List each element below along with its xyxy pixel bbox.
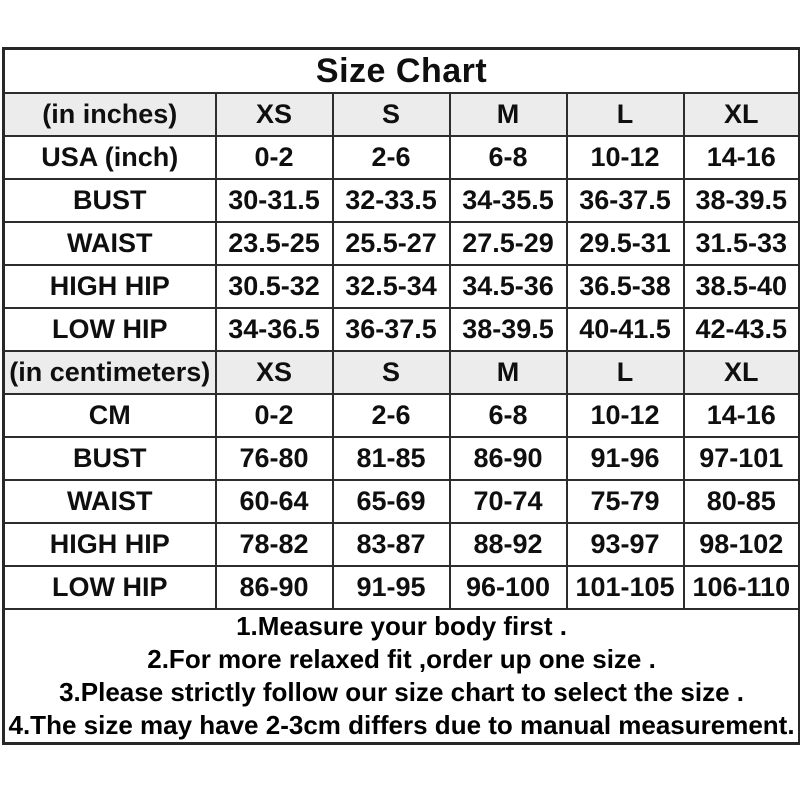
- size-value-cell: 29.5-31: [567, 222, 684, 265]
- size-value-cell: 23.5-25: [216, 222, 333, 265]
- size-value-cell: 98-102: [684, 523, 800, 566]
- size-value-cell: 65-69: [333, 480, 450, 523]
- size-value-cell: 78-82: [216, 523, 333, 566]
- size-value-cell: 97-101: [684, 437, 800, 480]
- unit-header-label: (in centimeters): [4, 351, 216, 394]
- size-column-header: L: [567, 351, 684, 394]
- size-column-header: S: [333, 351, 450, 394]
- size-value-cell: 0-2: [216, 394, 333, 437]
- size-value-cell: 10-12: [567, 136, 684, 179]
- row-label: BUST: [4, 179, 216, 222]
- table-row: [4, 179, 800, 222]
- size-value-cell: 38-39.5: [450, 308, 567, 351]
- section-header-row-1: [4, 351, 800, 394]
- note-line: 2.For more relaxed fit ,order up one size .: [147, 644, 656, 674]
- size-column-header: XS: [216, 93, 333, 136]
- size-value-cell: 93-97: [567, 523, 684, 566]
- size-value-cell: 32-33.5: [333, 179, 450, 222]
- size-value-cell: 86-90: [216, 566, 333, 609]
- title-row: [4, 49, 800, 94]
- note-line: 3.Please strictly follow our size chart to select the size .: [59, 677, 744, 707]
- notes-row: [4, 609, 800, 744]
- size-value-cell: 30-31.5: [216, 179, 333, 222]
- row-label: LOW HIP: [4, 566, 216, 609]
- size-column-header: S: [333, 93, 450, 136]
- table-row: [4, 566, 800, 609]
- size-value-cell: 34.5-36: [450, 265, 567, 308]
- table-row: [4, 308, 800, 351]
- note-line: 1.Measure your body first .: [236, 611, 567, 641]
- size-column-header: XL: [684, 351, 800, 394]
- size-column-header: XS: [216, 351, 333, 394]
- row-label: WAIST: [4, 222, 216, 265]
- size-column-header: L: [567, 93, 684, 136]
- size-value-cell: 31.5-33: [684, 222, 800, 265]
- size-value-cell: 86-90: [450, 437, 567, 480]
- table-row: [4, 523, 800, 566]
- size-value-cell: 0-2: [216, 136, 333, 179]
- size-value-cell: 14-16: [684, 136, 800, 179]
- section-header-row-0: [4, 93, 800, 136]
- size-value-cell: 42-43.5: [684, 308, 800, 351]
- unit-header-label: (in inches): [4, 93, 216, 136]
- size-chart-table: [2, 47, 800, 745]
- size-value-cell: 6-8: [450, 136, 567, 179]
- size-value-cell: 6-8: [450, 394, 567, 437]
- size-value-cell: 76-80: [216, 437, 333, 480]
- size-value-cell: 83-87: [333, 523, 450, 566]
- size-value-cell: 80-85: [684, 480, 800, 523]
- size-value-cell: 2-6: [333, 136, 450, 179]
- size-value-cell: 10-12: [567, 394, 684, 437]
- size-column-header: M: [450, 351, 567, 394]
- size-value-cell: 36-37.5: [567, 179, 684, 222]
- size-value-cell: 38.5-40: [684, 265, 800, 308]
- size-value-cell: 91-95: [333, 566, 450, 609]
- table-row: [4, 222, 800, 265]
- size-value-cell: 88-92: [450, 523, 567, 566]
- size-value-cell: 25.5-27: [333, 222, 450, 265]
- page-title: Size Chart: [4, 49, 800, 94]
- size-value-cell: 70-74: [450, 480, 567, 523]
- size-value-cell: 36-37.5: [333, 308, 450, 351]
- size-value-cell: 106-110: [684, 566, 800, 609]
- table-row: [4, 480, 800, 523]
- size-value-cell: 60-64: [216, 480, 333, 523]
- row-label: HIGH HIP: [4, 523, 216, 566]
- table-row: [4, 437, 800, 480]
- row-label: HIGH HIP: [4, 265, 216, 308]
- size-value-cell: 34-35.5: [450, 179, 567, 222]
- size-value-cell: 30.5-32: [216, 265, 333, 308]
- size-value-cell: 2-6: [333, 394, 450, 437]
- note-line: 4.The size may have 2-3cm differs due to manual measurement.: [8, 710, 795, 740]
- size-value-cell: 14-16: [684, 394, 800, 437]
- size-column-header: XL: [684, 93, 800, 136]
- size-chart: [2, 47, 798, 745]
- size-value-cell: 101-105: [567, 566, 684, 609]
- size-value-cell: 34-36.5: [216, 308, 333, 351]
- table-row: [4, 394, 800, 437]
- table-row: [4, 265, 800, 308]
- size-column-header: M: [450, 93, 567, 136]
- notes-cell: [4, 609, 800, 744]
- row-label: CM: [4, 394, 216, 437]
- row-label: LOW HIP: [4, 308, 216, 351]
- size-value-cell: 40-41.5: [567, 308, 684, 351]
- row-label: USA (inch): [4, 136, 216, 179]
- size-value-cell: 91-96: [567, 437, 684, 480]
- table-row: [4, 136, 800, 179]
- row-label: WAIST: [4, 480, 216, 523]
- size-value-cell: 96-100: [450, 566, 567, 609]
- size-value-cell: 75-79: [567, 480, 684, 523]
- size-value-cell: 81-85: [333, 437, 450, 480]
- row-label: BUST: [4, 437, 216, 480]
- size-value-cell: 38-39.5: [684, 179, 800, 222]
- size-value-cell: 32.5-34: [333, 265, 450, 308]
- size-value-cell: 36.5-38: [567, 265, 684, 308]
- size-value-cell: 27.5-29: [450, 222, 567, 265]
